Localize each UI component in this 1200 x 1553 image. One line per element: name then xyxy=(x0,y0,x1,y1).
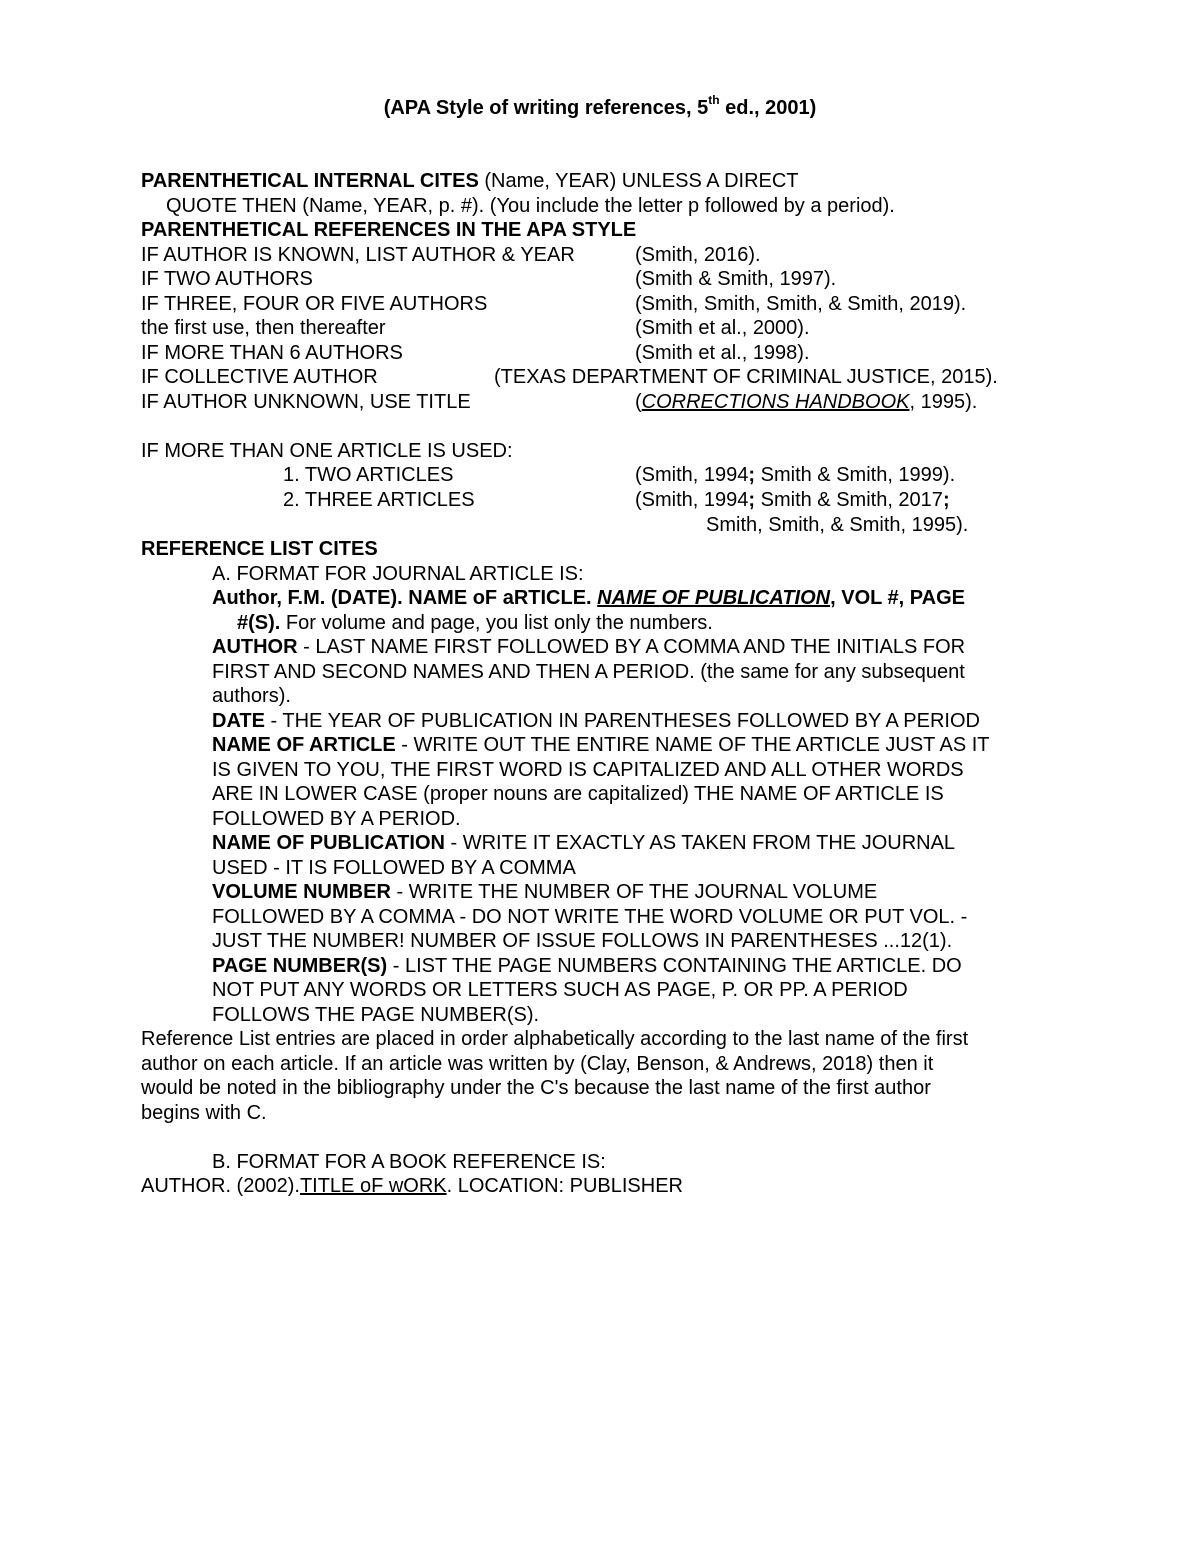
rule-example: (Smith et al., 2000). xyxy=(635,317,810,339)
author-definition: authors). xyxy=(212,685,291,707)
rule-example: (Smith et al., 1998). xyxy=(635,342,810,364)
rule-example: (Smith & Smith, 1997). xyxy=(635,268,837,290)
rule-label: IF COLLECTIVE AUTHOR xyxy=(141,366,378,388)
parenthetical-references-heading: PARENTHETICAL REFERENCES IN THE APA STYLE xyxy=(141,219,637,241)
article-name-definition: FOLLOWED BY A PERIOD. xyxy=(212,808,461,830)
rule-label: IF THREE, FOUR OR FIVE AUTHORS xyxy=(141,293,488,315)
rule-label: the first use, then thereafter xyxy=(141,317,386,339)
page-numbers-definition: NOT PUT ANY WORDS OR LETTERS SUCH AS PAGE, P. OR PP. A PERIOD xyxy=(212,979,908,1001)
date-definition: DATE - THE YEAR OF PUBLICATION IN PARENTHESES FOLLOWED BY A PERIOD xyxy=(212,710,980,732)
page-numbers-definition: PAGE NUMBER(S) - LIST THE PAGE NUMBERS CONTAINING THE ARTICLE. DO xyxy=(212,955,962,977)
rule-label: IF AUTHOR IS KNOWN, LIST AUTHOR & YEAR xyxy=(141,244,575,266)
multiple-articles-heading: IF MORE THAN ONE ARTICLE IS USED: xyxy=(141,440,513,462)
rule-example: (TEXAS DEPARTMENT OF CRIMINAL JUSTICE, 2015). xyxy=(494,366,998,388)
rule-label: IF TWO AUTHORS xyxy=(141,268,313,290)
list-item-label: 2. THREE ARTICLES xyxy=(283,489,475,511)
publication-name-definition: NAME OF PUBLICATION - WRITE IT EXACTLY AS TAKEN FROM THE JOURNAL xyxy=(212,832,956,854)
list-item-continuation: Smith, Smith, & Smith, 1995). xyxy=(706,514,969,536)
publication-name-definition: USED - IT IS FOLLOWED BY A COMMA xyxy=(212,857,576,879)
author-definition: FIRST AND SECOND NAMES AND THEN A PERIOD. (the same for any subsequent xyxy=(212,661,965,683)
list-item-label: 1. TWO ARTICLES xyxy=(283,464,454,486)
rule-label: IF MORE THAN 6 AUTHORS xyxy=(141,342,403,364)
volume-number-definition: VOLUME NUMBER - WRITE THE NUMBER OF THE JOURNAL VOLUME xyxy=(212,881,878,903)
book-format-heading: B. FORMAT FOR A BOOK REFERENCE IS: xyxy=(212,1151,606,1173)
article-name-definition: ARE IN LOWER CASE (proper nouns are capitalized) THE NAME OF ARTICLE IS xyxy=(212,783,944,805)
rule-label: IF AUTHOR UNKNOWN, USE TITLE xyxy=(141,391,471,413)
parenthetical-internal-cites: PARENTHETICAL INTERNAL CITES (Name, YEAR) UNLESS A DIRECT xyxy=(141,170,799,192)
journal-format-line-2: #(S). For volume and page, you list only the numbers. xyxy=(237,612,713,634)
journal-format-heading: A. FORMAT FOR JOURNAL ARTICLE IS: xyxy=(212,563,584,585)
journal-format-line: Author, F.M. (DATE). NAME oF aRTICLE. NAME OF PUBLICATION, VOL #, PAGE xyxy=(212,587,965,609)
list-item-example: (Smith, 1994; Smith & Smith, 1999). xyxy=(635,464,956,486)
volume-number-definition: JUST THE NUMBER! NUMBER OF ISSUE FOLLOWS IN PARENTHESES ...12(1). xyxy=(212,930,953,952)
book-format-line: AUTHOR. (2002).TITLE oF wORK. LOCATION: PUBLISHER xyxy=(141,1175,683,1197)
page-numbers-definition: FOLLOWS THE PAGE NUMBER(S). xyxy=(212,1004,540,1026)
page-title: (APA Style of writing references, 5th ed., 2001) xyxy=(383,93,817,119)
list-item-example: (Smith, 1994; Smith & Smith, 2017; xyxy=(635,489,950,511)
rule-example: (Smith, 2016). xyxy=(635,244,761,266)
article-name-definition: NAME OF ARTICLE - WRITE OUT THE ENTIRE NAME OF THE ARTICLE JUST AS IT xyxy=(212,734,990,756)
volume-number-definition: FOLLOWED BY A COMMA - DO NOT WRITE THE WORD VOLUME OR PUT VOL. - xyxy=(212,906,968,928)
rule-example: (Smith, Smith, Smith, & Smith, 2019). xyxy=(635,293,967,315)
rule-example: (CORRECTIONS HANDBOOK, 1995). xyxy=(635,391,978,413)
ordering-paragraph: author on each article. If an article was written by (Clay, Benson, & Andrews, 2018) then it xyxy=(141,1053,934,1075)
ordering-paragraph: would be noted in the bibliography under the C's because the last name of the first author xyxy=(141,1077,931,1099)
ordering-paragraph: Reference List entries are placed in order alphabetically according to the last name of the first xyxy=(141,1028,969,1050)
ordering-paragraph: begins with C. xyxy=(141,1102,267,1124)
quote-rule: QUOTE THEN (Name, YEAR, p. #). (You include the letter p followed by a period). xyxy=(166,195,895,217)
author-definition: AUTHOR - LAST NAME FIRST FOLLOWED BY A COMMA AND THE INITIALS FOR xyxy=(212,636,966,658)
article-name-definition: IS GIVEN TO YOU, THE FIRST WORD IS CAPITALIZED AND ALL OTHER WORDS xyxy=(212,759,964,781)
reference-list-heading: REFERENCE LIST CITES xyxy=(141,538,378,560)
